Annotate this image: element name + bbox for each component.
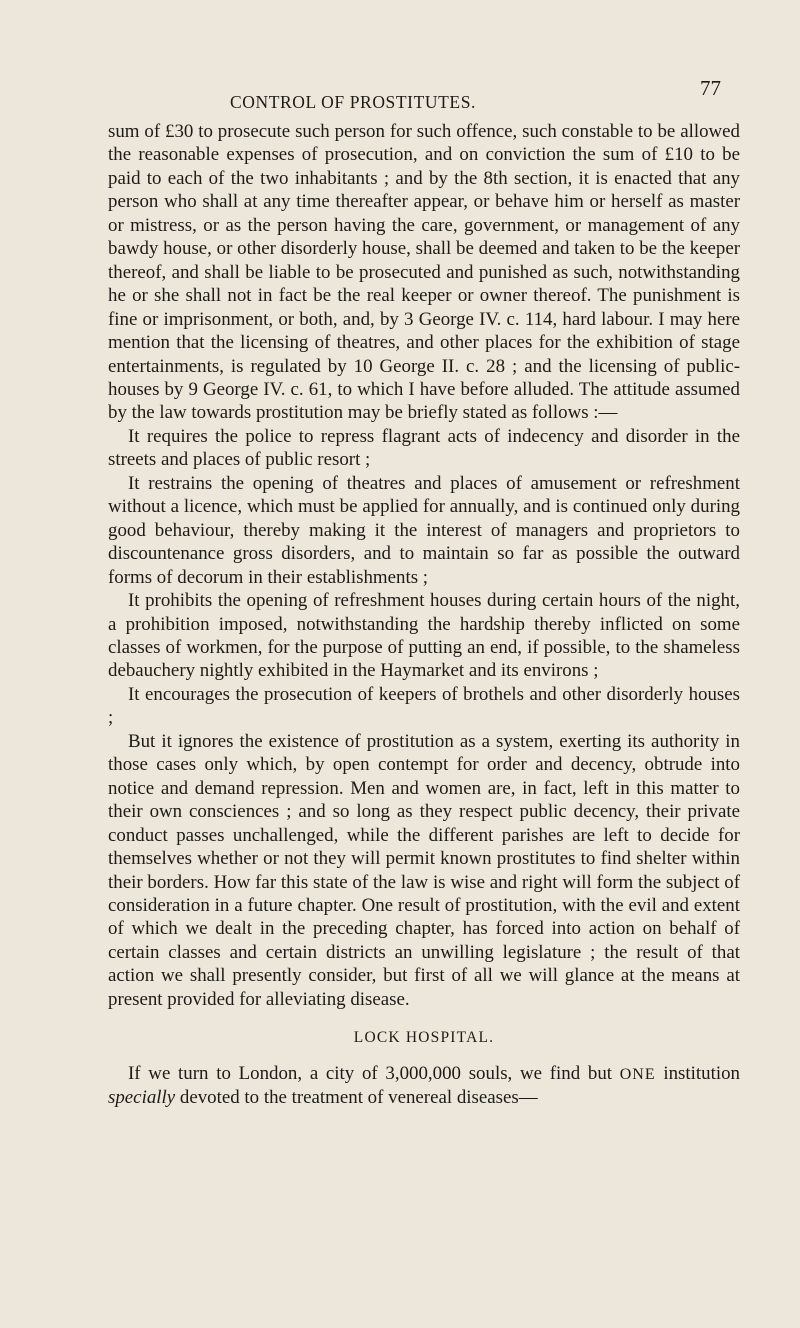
body-text [108, 120, 740, 1110]
paragraph-ignores: But it ignores the existence of prostitution as a system, exerting its authority in those cases only which, by open contempt for order and decency, obtrude into notice and demand repression. Men and women are, in fact, left in this matter to their own consciences ; and so long as they respect public decency, their private conduct passes unchallenged, while the different parishes are left to decide for themselves whether or not they will permit known prostitutes to find shelter within their borders. How far this state of the law is wise and right will form the subject of consideration in a future chapter. One result of prostitution, with the evil and extent of which we dealt in the preceding chapter, has forced into action on behalf of certain classes and certain districts an unwilling legislature ; the result of that action we shall presently consider, but first of all we will glance at the means at present provided for alleviating disease. [108, 730, 740, 1010]
paragraph-licence: It restrains the opening of theatres and places of amusement or refreshment without a licence, which must be applied for annually, and is continued only during good behaviour, thereby making it the interest of managers and proprietors to discountenance gross disorders, and to maintain so far as possible the outward forms of decorum in their establishments ; [108, 472, 740, 588]
paragraph-brothels: It encourages the prosecution of keepers of brothels and other disorderly houses ; [108, 683, 740, 729]
paragraph-refreshment-houses: It prohibits the opening of refreshment houses during certain hours of the night, a prohibition imposed, notwithstanding the hardship thereby inflicted on some classes of workmen, for the purpose of putting an end, if possible, to the shameless debauchery nightly exhibited in the Haymarket and its environs ; [108, 590, 740, 682]
paragraph-lock-hospital [108, 1062, 740, 1110]
emphasis-one: ONE [619, 1065, 656, 1083]
emphasis-specially: specially [108, 1087, 176, 1109]
page-number: 77 [700, 76, 721, 100]
paragraph-continuation: sum of £30 to prosecute such person for such offence, such constable to be allowed the reasonable expenses of prosecution, and on conviction the sum of £10 to be paid to each of the two inhabitants ; and by the 8th section, it is enacted that any person who shall at any time thereafter appear, or behave him or herself as master or mistress, or as the person having the care, government, or management of any bawdy house, or other disorderly house, shall be deemed and taken to be the keeper thereof, and shall be liable to be prosecuted and punished as such, notwithstanding he or she shall not in fact be the real keeper or owner thereof. The punishment is fine or imprisonment, or both, and, by 3 George IV. c. 114, hard labour. I may here mention that the licensing of theatres, and other places for the exhibition of stage entertainments, is regulated by 10 George II. c. 28 ; and the licensing of public-houses by 9 George IV. c. 61, to which I have before alluded. The attitude assumed by the law towards prostitution may be briefly stated as follows :— [108, 121, 740, 424]
paragraph-police: It requires the police to repress flagrant acts of indecency and disorder in the streets and places of public resort ; [108, 425, 740, 471]
section-heading: LOCK HOSPITAL. [353, 1029, 495, 1047]
lock-hospital-text-1: If we turn to London, a city of 3,000,000 souls, we find but [128, 1062, 620, 1084]
running-title: CONTROL OF PROSTITUTES. [230, 92, 477, 112]
running-head [0, 76, 800, 118]
lock-hospital-text-2: institution [655, 1062, 740, 1084]
lock-hospital-text-3: devoted to the treatment of venereal diseases— [175, 1087, 538, 1109]
